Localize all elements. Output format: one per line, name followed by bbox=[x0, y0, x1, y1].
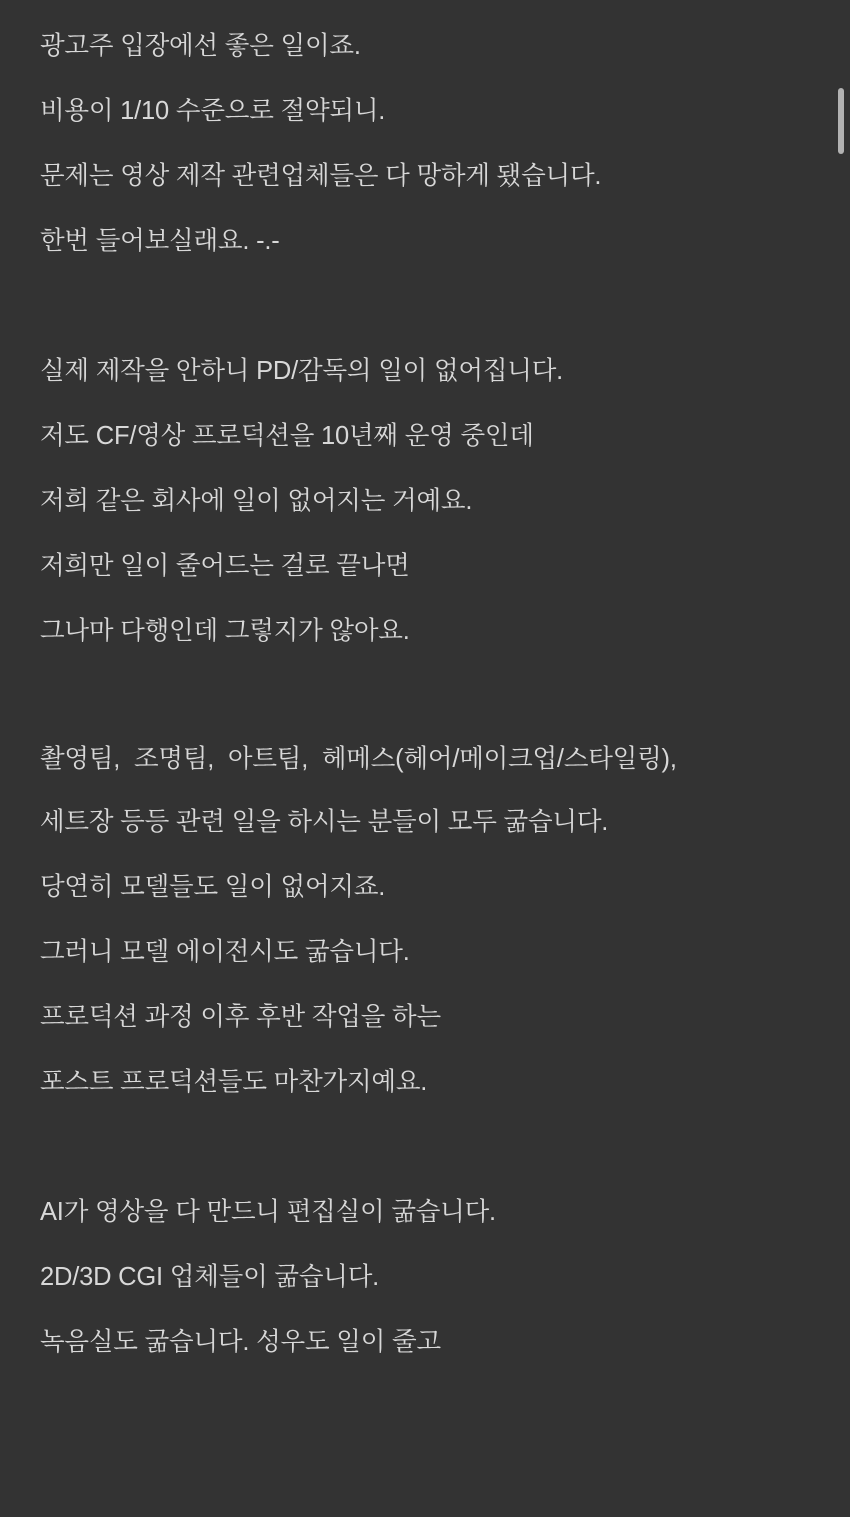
text-line: 저희 같은 회사에 일이 없어지는 거예요. bbox=[40, 487, 473, 515]
scrollbar-thumb[interactable] bbox=[838, 88, 844, 154]
text-line: 실제 제작을 안하니 PD/감독의 일이 없어집니다. bbox=[40, 357, 564, 385]
paragraph-3 bbox=[40, 729, 810, 1115]
text-line: 그러니 모델 에이전시도 굶습니다. bbox=[40, 938, 410, 966]
paragraph-1 bbox=[40, 14, 810, 274]
text-line: 포스트 프로덕션들도 마찬가지예요. bbox=[40, 1068, 428, 1096]
blank-line bbox=[40, 664, 810, 729]
text-line: 저도 CF/영상 프로덕션을 10년째 운영 중인데 bbox=[40, 422, 534, 450]
text-line: 촬영팀, 조명팀, 아트팀, 헤메스(헤어/메이크업/스타일링), bbox=[40, 745, 677, 773]
vertical-scrollbar[interactable] bbox=[841, 0, 847, 1517]
text-line: 광고주 입장에선 좋은 일이죠. bbox=[40, 32, 361, 60]
text-line: 2D/3D CGI 업체들이 굶습니다. bbox=[40, 1263, 380, 1291]
text-line: 그나마 다행인데 그렇지가 않아요. bbox=[40, 617, 410, 645]
text-line: 세트장 등등 관련 일을 하시는 분들이 모두 굶습니다. bbox=[40, 808, 609, 836]
text-line: 녹음실도 굶습니다. 성우도 일이 줄고 bbox=[40, 1328, 441, 1356]
text-line: 비용이 1/10 수준으로 절약되니. bbox=[40, 97, 386, 125]
text-line: 한번 들어보실래요. -.- bbox=[40, 227, 280, 255]
text-line: 당연히 모델들도 일이 없어지죠. bbox=[40, 873, 386, 901]
text-line: AI가 영상을 다 만드니 편집실이 굶습니다. bbox=[40, 1198, 496, 1226]
blank-line bbox=[40, 274, 810, 339]
text-line: 저희만 일이 줄어드는 걸로 끝나면 bbox=[40, 552, 410, 580]
blank-line bbox=[40, 1115, 810, 1180]
text-line: 문제는 영상 제작 관련업체들은 다 망하게 됐습니다. bbox=[40, 162, 602, 190]
paragraph-4 bbox=[40, 1180, 810, 1375]
text-line: 프로덕션 과정 이후 후반 작업을 하는 bbox=[40, 1003, 441, 1031]
paragraph-2 bbox=[40, 339, 810, 664]
